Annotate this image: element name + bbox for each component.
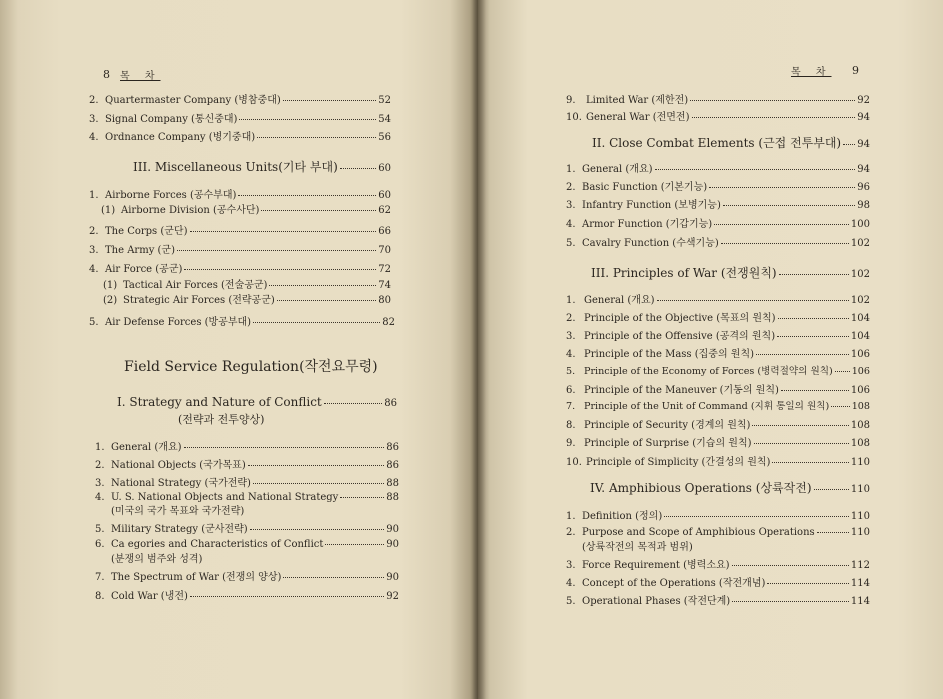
part-title: Field Service Regulation(작전요무령) [124, 359, 378, 375]
toc-entry[interactable]: 2. The Corps (군단) 66 [89, 226, 391, 237]
toc-entry[interactable]: (2) Strategic Air Forces (전략공군) 80 [103, 295, 391, 306]
toc-entry[interactable]: 4. Armor Function (기갑기능) 100 [566, 219, 870, 230]
toc-entry[interactable]: 7. The Spectrum of War (전쟁의 양상) 90 [95, 572, 399, 583]
toc-entry[interactable]: 4. Ordnance Company (병기중대) 56 [89, 132, 391, 143]
toc-entry[interactable]: 10. General War (전면전) 94 [566, 112, 870, 123]
toc-entry[interactable]: (1) Airborne Division (공수사단) 62 [101, 205, 391, 216]
toc-entry[interactable]: 5. Air Defense Forces (방공부대) 82 [89, 317, 395, 328]
page-number: 9 [852, 64, 859, 77]
toc-entry[interactable]: 9. Limited War (제한전) 92 [566, 95, 870, 106]
toc-entry[interactable]: 4. Principle of the Mass (집중의 원칙) 106 [566, 349, 870, 360]
toc-entry[interactable]: 3. Principle of the Offensive (공격의 원칙) 104 [566, 331, 870, 342]
book-gutter [470, 0, 486, 699]
toc-entry[interactable]: 4. Air Force (공군) 72 [89, 264, 391, 275]
entry-subtitle: (미국의 국가 목표와 국가전략) [111, 506, 245, 517]
toc-entry[interactable]: 3. The Army (군) 70 [89, 245, 391, 256]
toc-entry[interactable]: 5. Principle of the Economy of Forces (병력절약의 원칙) 106 [566, 366, 870, 377]
section-heading[interactable]: I. Strategy and Nature of Conflict 86 [117, 395, 397, 409]
section-heading[interactable]: IV. Amphibious Operations (상륙작전) 110 [590, 481, 870, 495]
toc-entry[interactable]: 10. Principle of Simplicity (간결성의 원칙) 110 [566, 457, 870, 468]
toc-entry[interactable]: 8. Cold War (냉전) 92 [95, 591, 399, 602]
toc-entry[interactable]: 2. Quartermaster Company (병참중대) 52 [89, 95, 391, 106]
page-number: 8 [103, 68, 110, 81]
toc-entry[interactable]: 6. Principle of the Maneuver (기동의 원칙) 106 [566, 385, 870, 396]
right-page [478, 0, 943, 699]
toc-entry[interactable]: (1) Tactical Air Forces (전술공군) 74 [103, 280, 391, 291]
toc-entry[interactable]: 3. National Strategy (국가전략) 88 [95, 478, 399, 489]
toc-entry[interactable]: 3. Signal Company (통신중대) 54 [89, 114, 391, 125]
section-heading[interactable]: II. Close Combat Elements (근접 전투부대) 94 [592, 136, 870, 150]
toc-entry[interactable]: 2. Basic Function (기본기능) 96 [566, 182, 870, 193]
toc-entry[interactable]: 4. Concept of the Operations (작전개념) 114 [566, 578, 870, 589]
toc-entry[interactable]: 3. Infantry Function (보병기능) 98 [566, 200, 870, 211]
toc-entry[interactable]: 5. Operational Phases (작전단계) 114 [566, 596, 870, 607]
toc-entry[interactable]: 1. General (개요) 102 [566, 295, 870, 306]
entry-subtitle: (분쟁의 범주와 성격) [111, 554, 203, 565]
section-subtitle: (전략과 전투양상) [178, 413, 265, 426]
toc-entry[interactable]: 5. Cavalry Function (수색기능) 102 [566, 238, 870, 249]
entry-subtitle: (상륙작전의 목적과 범위) [582, 542, 693, 553]
toc-entry[interactable]: 8. Principle of Security (경계의 원칙) 108 [566, 420, 870, 431]
toc-entry[interactable]: 2. Principle of the Objective (목표의 원칙) 104 [566, 313, 870, 324]
toc-entry[interactable]: 3. Force Requirement (병력소요) 112 [566, 560, 870, 571]
toc-entry[interactable]: 9. Principle of Surprise (기습의 원칙) 108 [566, 438, 870, 449]
toc-entry[interactable]: 4. U. S. National Objects and National Strategy 88 [95, 492, 399, 503]
section-heading[interactable]: III. Miscellaneous Units(기타 부대) 60 [133, 160, 391, 174]
toc-entry[interactable]: 1. Airborne Forces (공수부대) 60 [89, 190, 391, 201]
toc-entry[interactable]: 2. National Objects (국가목표) 86 [95, 460, 399, 471]
toc-entry[interactable]: 5. Military Strategy (군사전략) 90 [95, 524, 399, 535]
running-head: 목 차 [791, 67, 832, 78]
section-heading[interactable]: III. Principles of War (전쟁원칙) 102 [591, 266, 870, 280]
toc-entry[interactable]: 6. Ca egories and Characteristics of Conflict 90 [95, 539, 399, 550]
toc-entry[interactable]: 2. Purpose and Scope of Amphibious Operations 110 [566, 527, 870, 538]
toc-entry[interactable]: 1. General (개요) 86 [95, 442, 399, 453]
toc-entry[interactable]: 7. Principle of the Unit of Command (지휘 통일의 원칙) 108 [566, 401, 870, 412]
running-head: 목 차 [120, 71, 161, 82]
toc-entry[interactable]: 1. General (개요) 94 [566, 164, 870, 175]
toc-entry[interactable]: 1. Definition (정의) 110 [566, 511, 870, 522]
